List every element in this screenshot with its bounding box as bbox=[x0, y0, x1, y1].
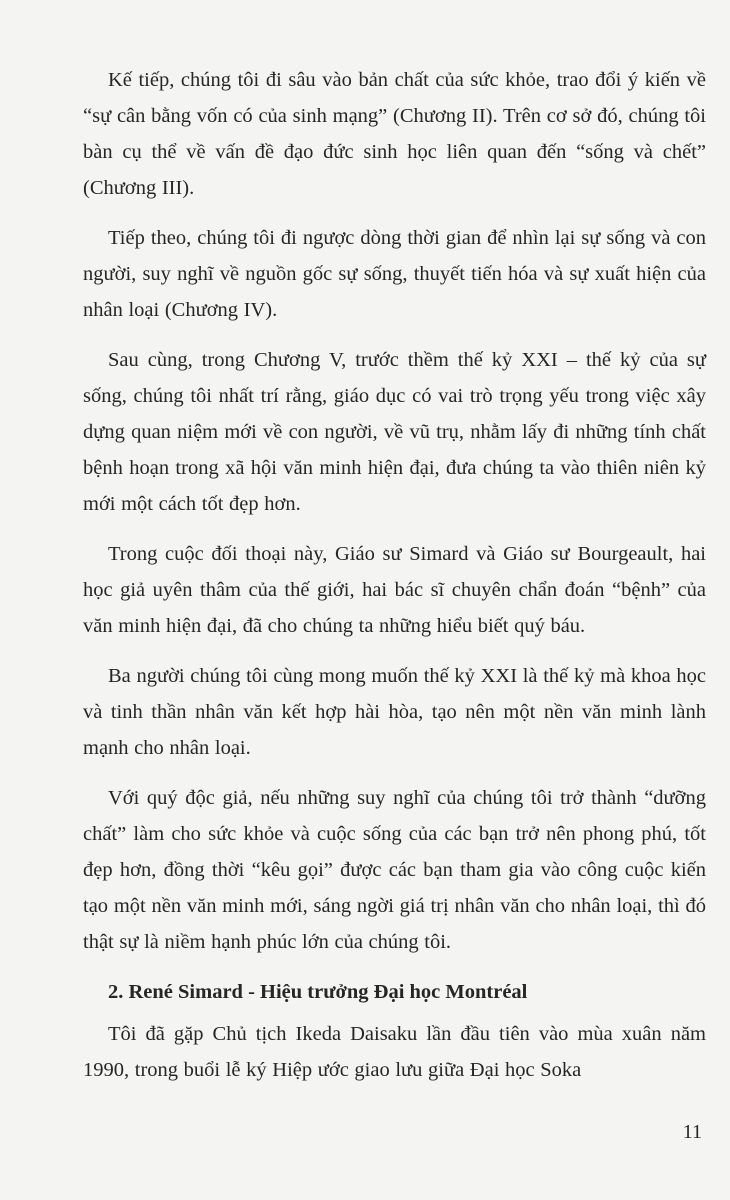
paragraph-5: Ba người chúng tôi cùng mong muốn thế kỷ XXI là thế kỷ mà khoa học và tinh thần nhân văn kết hợp hài hòa, tạo nên một nền văn minh lành mạnh cho nhân loại. bbox=[83, 665, 706, 759]
page-body bbox=[83, 62, 706, 1102]
paragraph-2: Tiếp theo, chúng tôi đi ngược dòng thời gian để nhìn lại sự sống và con người, suy nghĩ về nguồn gốc sự sống, thuyết tiến hóa và sự xuất hiện của nhân loại (Chương IV). bbox=[83, 227, 706, 321]
page-number: 11 bbox=[682, 1121, 702, 1143]
paragraph-4: Trong cuộc đối thoại này, Giáo sư Simard và Giáo sư Bourgeault, hai học giả uyên thâm của thế giới, hai bác sĩ chuyên chẩn đoán “bệnh” của văn minh hiện đại, đã cho chúng ta những hiểu biết quý báu. bbox=[83, 543, 706, 637]
paragraph-1: Kế tiếp, chúng tôi đi sâu vào bản chất của sức khỏe, trao đổi ý kiến về “sự cân bằng vốn có của sinh mạng” (Chương II). Trên cơ sở đó, chúng tôi bàn cụ thể về vấn đề đạo đức sinh học liên quan đến “sống và chết” (Chương III). bbox=[83, 69, 706, 199]
paragraph-3: Sau cùng, trong Chương V, trước thềm thế kỷ XXI – thế kỷ của sự sống, chúng tôi nhất trí rằng, giáo dục có vai trò trọng yếu trong việc xây dựng quan niệm mới về con người, về vũ trụ, nhằm lấy đi những tính chất bệnh hoạn trong xã hội văn minh hiện đại, đưa chúng ta vào thiên niên kỷ mới một cách tốt đẹp hơn. bbox=[83, 349, 706, 515]
paragraph-7: Tôi đã gặp Chủ tịch Ikeda Daisaku lần đầu tiên vào mùa xuân năm 1990, trong buổi lễ ký Hiệp ước giao lưu giữa Đại học Soka bbox=[83, 1023, 706, 1081]
paragraph-6: Với quý độc giả, nếu những suy nghĩ của chúng tôi trở thành “dưỡng chất” làm cho sức khỏe và cuộc sống của các bạn trở nên phong phú, tốt đẹp hơn, đồng thời “kêu gọi” được các bạn tham gia vào công cuộc kiến tạo một nền văn minh mới, sáng ngời giá trị nhân văn cho nhân loại, thì đó thật sự là niềm hạnh phúc lớn của chúng tôi. bbox=[83, 787, 706, 953]
section-heading: 2. René Simard - Hiệu trưởng Đại học Montréal bbox=[108, 981, 528, 1003]
